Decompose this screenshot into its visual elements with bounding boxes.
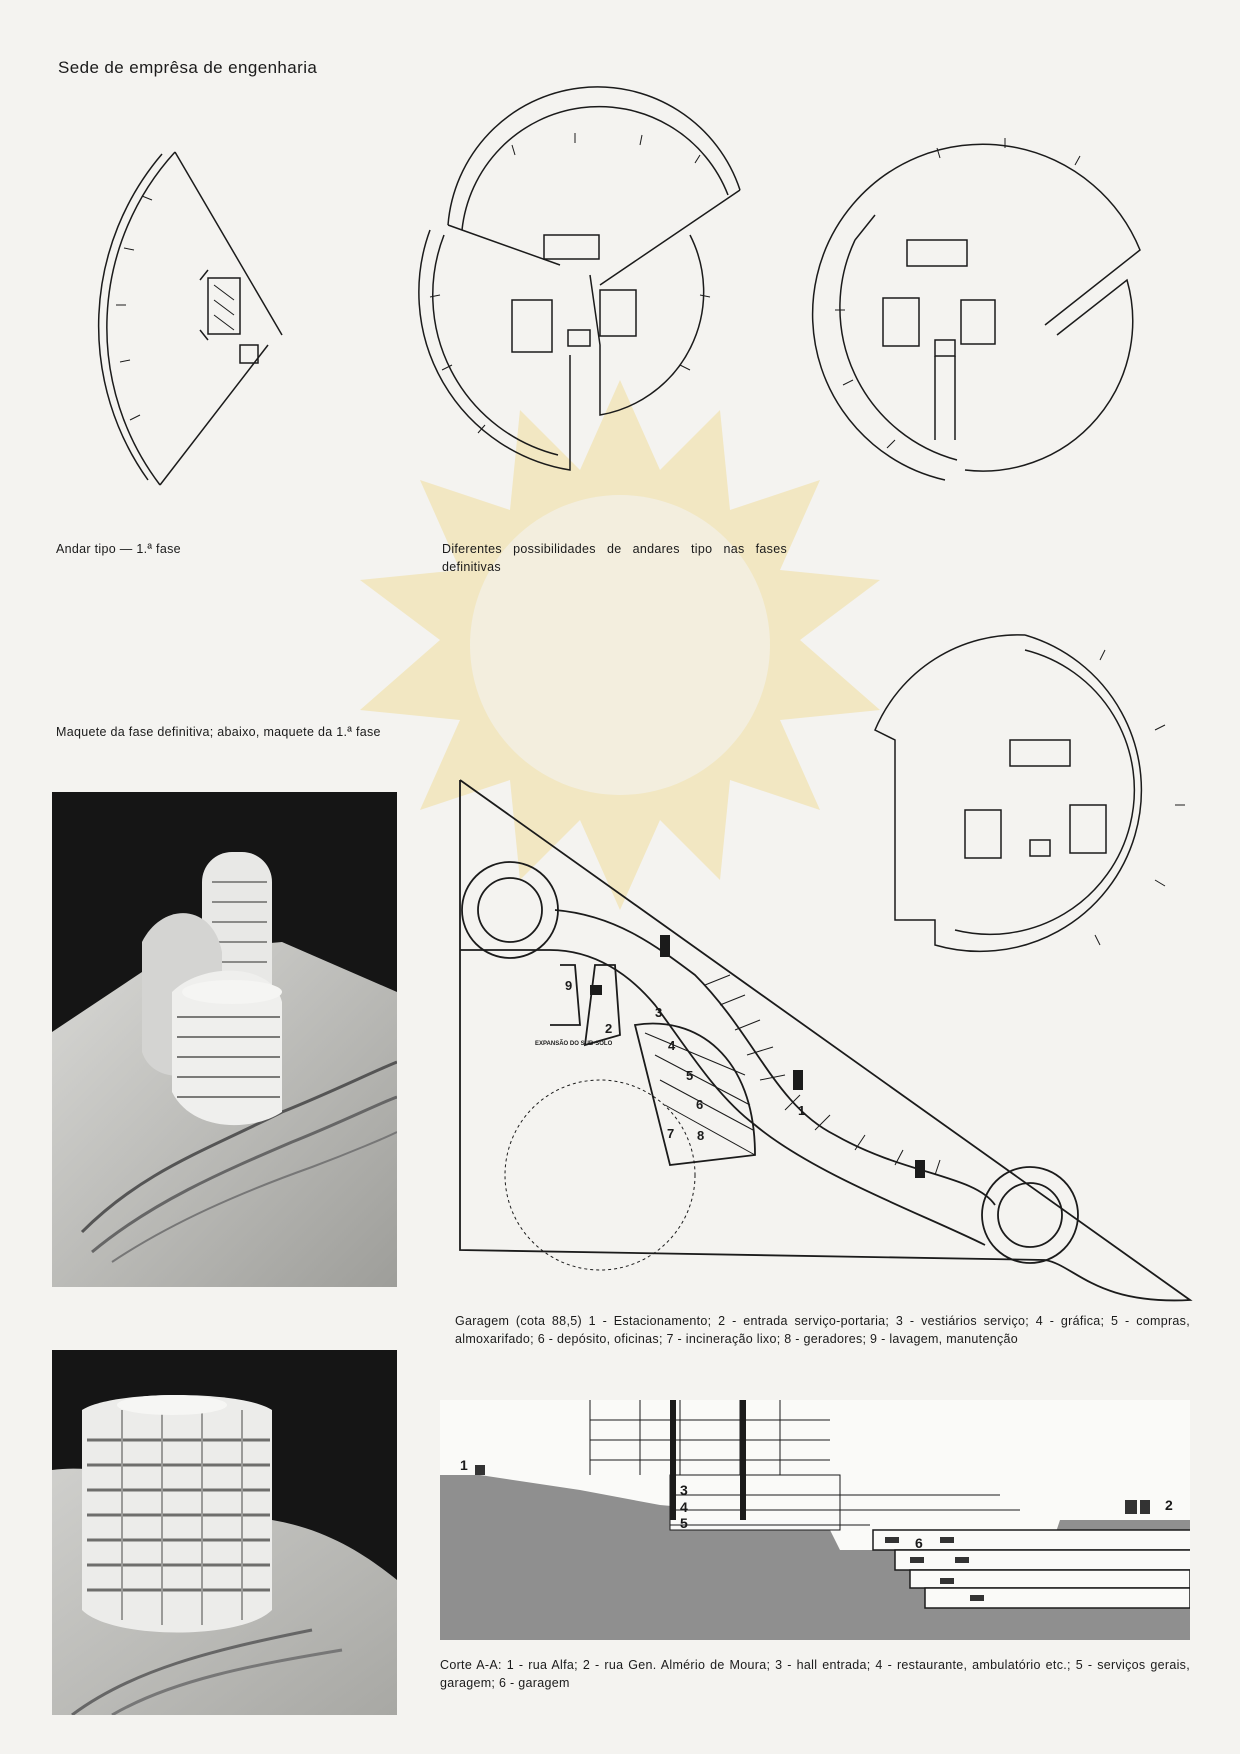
section-label-3: 3: [680, 1482, 688, 1498]
section-label-2: 2: [1165, 1497, 1173, 1513]
garage-label-9: 9: [565, 978, 573, 993]
diferentes-caption: Diferentes possibilidades de andares tipo nas fases definitivas: [442, 542, 787, 574]
corte-caption: Corte A-A: 1 - rua Alfa; 2 - rua Gen. Almério de Moura; 3 - hall entrada; 4 - restaurante, ambulatório etc.; 5 - serviços gerais, garagem; 6 - garagem: [440, 1658, 1190, 1690]
garage-label-6: 6: [696, 1097, 704, 1112]
garage-label-5: 5: [686, 1068, 694, 1083]
section-label-5: 5: [680, 1515, 688, 1531]
garage-label-2: 2: [605, 1021, 613, 1036]
garagem-plan: [455, 775, 1195, 1305]
section-label-4: 4: [680, 1499, 688, 1515]
expansao-label: EXPANSÃO DO SUB-SOLO: [535, 1041, 613, 1047]
maquete-primeira-fase-photo: [52, 1350, 397, 1715]
corte-aa-section: [440, 1400, 1190, 1640]
andar-tipo-caption: Andar tipo — 1.ª fase: [56, 542, 181, 556]
maquete-caption: Maquete da fase definitiva; abaixo, maquete da 1.ª fase: [56, 725, 381, 739]
section-label-1: 1: [460, 1457, 468, 1473]
section-label-6: 6: [915, 1535, 923, 1551]
garage-label-4: 4: [668, 1038, 676, 1053]
garage-label-3: 3: [655, 1005, 663, 1020]
garagem-caption: Garagem (cota 88,5) 1 - Estacionamento; 2 - entrada serviço-portaria; 3 - vestiários serviço; 4 - gráfica; 5 - compras, almoxarifado; 6 - depósito, oficinas; 7 - incineração lixo; 8 - geradores; 9 - lavagem, manutenção: [455, 1314, 1190, 1346]
andares-tipo-plan-b: [835, 140, 1175, 520]
garage-label-1: 1: [798, 1103, 806, 1118]
page-title: Sede de emprêsa de engenharia: [58, 58, 318, 77]
garage-label-8: 8: [697, 1128, 705, 1143]
andar-tipo-plan: [90, 140, 310, 490]
andares-tipo-plan-a: [440, 135, 780, 530]
maquete-definitiva-photo: [52, 792, 397, 1287]
garage-label-7: 7: [667, 1126, 675, 1141]
